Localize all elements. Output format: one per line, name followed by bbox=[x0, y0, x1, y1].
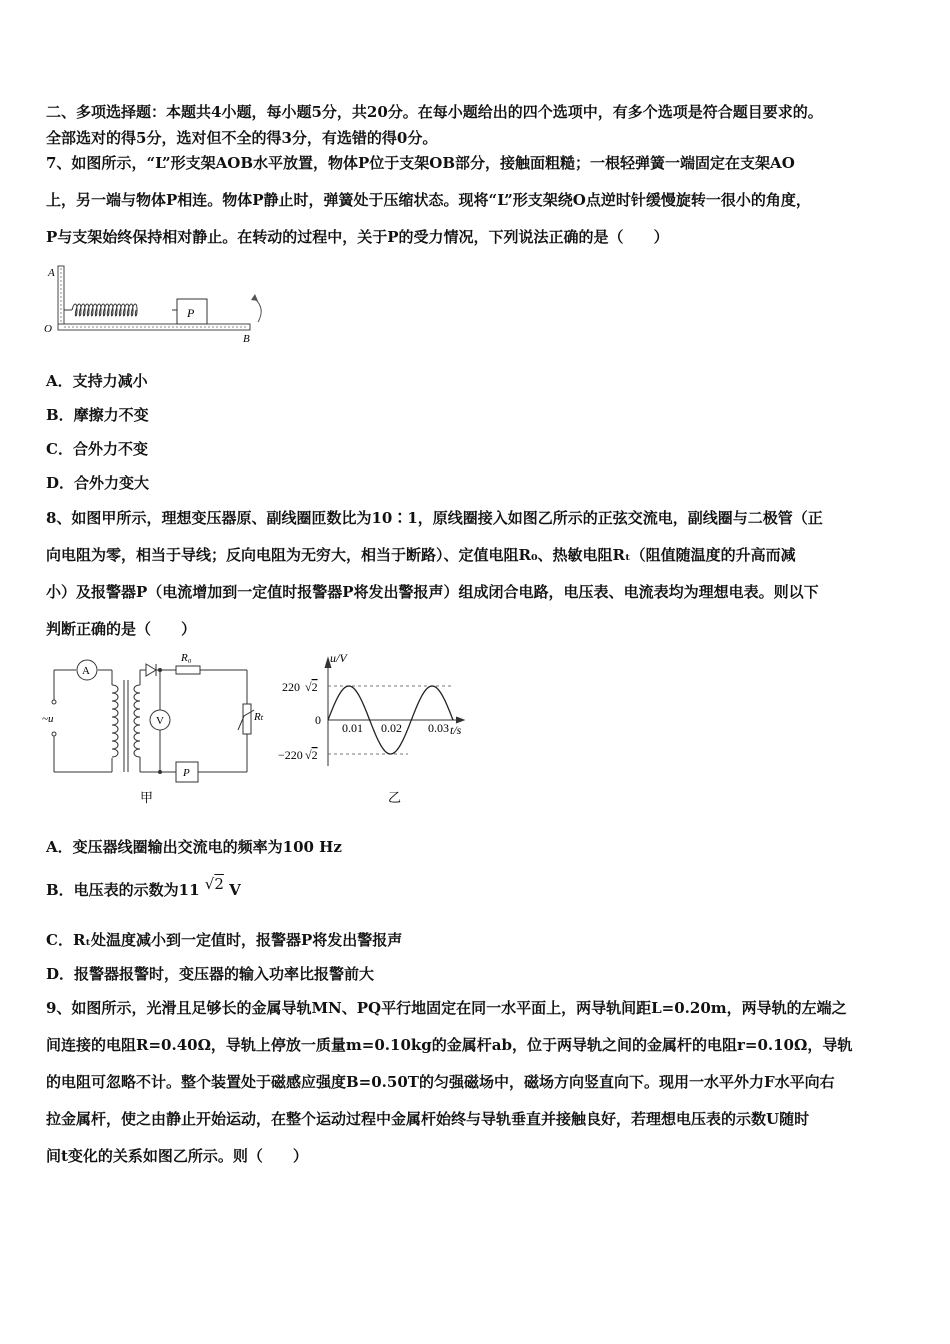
q8-option-d[interactable]: D．报警器报警时，变压器的输入功率比报警前大 bbox=[46, 965, 375, 983]
voltmeter-label: V bbox=[156, 715, 164, 727]
q8-option-b-text: B．电压表的示数为11 bbox=[46, 881, 200, 899]
y-tick-pos: 220 bbox=[282, 680, 300, 694]
axes bbox=[325, 658, 464, 766]
label-a: A bbox=[48, 267, 55, 279]
q7-stem-line-1: 7、如图所示，“L”形支架AOB水平放置，物体P位于支架OB部分，接触面粗糙；一根轻弹簧一端固定在支架AO bbox=[46, 154, 795, 172]
section-scoring: 全部选对的得5分，选对但不全的得3分，有选错的得0分。 bbox=[46, 129, 438, 147]
q9-stem-line-5: 间t变化的关系如图乙所示。则（ ） bbox=[46, 1147, 308, 1165]
y-tick-pos-sqrt: √2 bbox=[305, 680, 318, 694]
chart-caption: 乙 bbox=[388, 790, 402, 805]
y-tick-neg-sqrt: √2 bbox=[305, 748, 318, 762]
q8-option-c[interactable]: C．Rₜ处温度减小到一定值时，报警器P将发出警报声 bbox=[46, 931, 403, 949]
q9-stem-line-3: 的电阻可忽略不计。整个装置处于磁感应强度B=0.50T的匀强磁场中，磁场方向竖直向下。现用一水平外力F水平向右 bbox=[46, 1073, 835, 1091]
r0-label: R₀ bbox=[181, 652, 192, 664]
q9-stem-line-1: 9、如图所示，光滑且足够长的金属导轨MN、PQ平行地固定在同一水平面上，两导轨间距L=0.20m，两导轨的左端之 bbox=[46, 999, 847, 1017]
q8-option-b-unit: V bbox=[229, 881, 241, 899]
label-o: O bbox=[44, 323, 52, 335]
y-tick-neg: −220 bbox=[278, 748, 303, 762]
q8-stem-line-1: 8、如图甲所示，理想变压器原、副线圈匝数比为10∶1，原线圈接入如图乙所示的正弦交流电，副线圈与二极管（正 bbox=[46, 509, 823, 527]
q7-stem-line-2: 上，另一端与物体P相连。物体P静止时，弹簧处于压缩状态。现将“L”形支架绕O点逆时针缓慢旋转一很小的角度， bbox=[46, 191, 811, 209]
q8-stem-line-4: 判断正确的是（ ） bbox=[46, 620, 197, 638]
x-tick-1: 0.01 bbox=[342, 721, 363, 735]
label-p: P bbox=[187, 306, 195, 320]
q8-option-b-sqrt-arg: 2 bbox=[214, 875, 224, 893]
label-b: B bbox=[243, 333, 250, 344]
q8-circuit-figure bbox=[40, 650, 270, 810]
q8-option-b[interactable] bbox=[46, 875, 241, 900]
q7-stem-line-3: P与支架始终保持相对静止。在转动的过程中，关于P的受力情况，下列说法正确的是（ ） bbox=[46, 228, 669, 246]
q8-stem-line-3: 小）及报警器P（电流增加到一定值时报警器P将发出警报声）组成闭合电路，电压表、电流表均为理想电表。则以下 bbox=[46, 583, 819, 601]
q9-stem-line-4: 拉金属杆，使之由静止开始运动，在整个运动过程中金属杆始终与导轨垂直并接触良好，若理想电压表的示数U随时 bbox=[46, 1110, 810, 1128]
y-axis-label: u/V bbox=[330, 651, 347, 665]
q7-option-c[interactable]: C．合外力不变 bbox=[46, 440, 148, 458]
thermistor-rt bbox=[243, 704, 251, 734]
q8-option-b-sqrt: √2 bbox=[204, 875, 224, 893]
x-tick-2: 0.02 bbox=[381, 721, 402, 735]
x-tick-3: 0.03 bbox=[428, 721, 449, 735]
ammeter-label: A bbox=[82, 665, 90, 677]
diode-icon bbox=[146, 664, 156, 676]
q8-sine-chart bbox=[278, 648, 478, 810]
section-heading: 二、多项选择题：本题共4小题，每小题5分，共20分。在每小题给出的四个选项中，有多个选项是符合题目要求的。 bbox=[46, 103, 823, 121]
q7-option-b[interactable]: B．摩擦力不变 bbox=[46, 406, 149, 424]
q7-option-d[interactable]: D．合外力变大 bbox=[46, 474, 150, 492]
circuit-caption: 甲 bbox=[140, 790, 154, 805]
rt-label: Rₜ bbox=[254, 711, 264, 723]
source-label: ~u bbox=[42, 713, 54, 725]
y-tick-zero: 0 bbox=[315, 713, 321, 727]
q8-stem-line-2: 向电阻为零，相当于导线；反向电阻为无穷大，相当于断路）、定值电阻R₀、热敏电阻Rₜ（阻值随温度的升高而减 bbox=[46, 546, 796, 564]
y-tick-pos-sqrt-arg: 2 bbox=[311, 680, 318, 694]
q8-option-a[interactable]: A．变压器线圈输出交流电的频率为100 Hz bbox=[46, 838, 342, 856]
y-tick-neg-sqrt-arg: 2 bbox=[311, 748, 318, 762]
spring bbox=[64, 304, 177, 316]
alarm-label: P bbox=[183, 767, 190, 779]
q9-stem-line-2: 间连接的电阻R=0.40Ω，导轨上停放一质量m=0.10kg的金属杆ab，位于两导轨之间的金属杆的电阻r=0.10Ω，导轨 bbox=[46, 1036, 853, 1054]
q7-option-a[interactable]: A．支持力减小 bbox=[46, 372, 148, 390]
resistor-r0 bbox=[176, 666, 200, 674]
rotation-arrow-icon bbox=[254, 298, 261, 322]
x-axis-label: t/s bbox=[450, 723, 462, 737]
q7-figure bbox=[40, 262, 280, 344]
